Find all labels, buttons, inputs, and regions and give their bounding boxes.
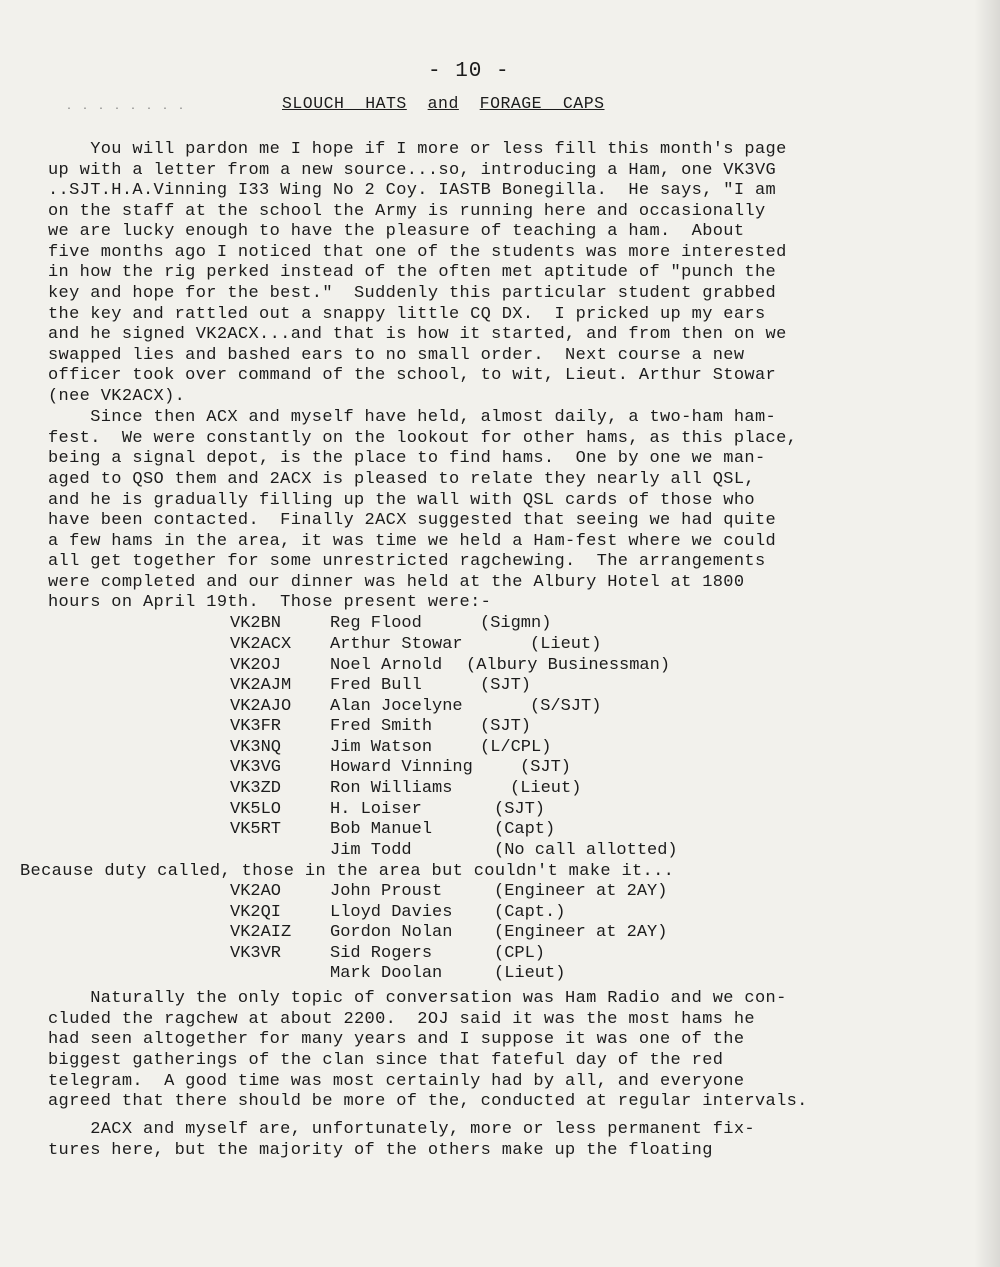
- present-call: VK2ACX: [230, 635, 292, 654]
- absent-call: VK2AIZ: [230, 923, 292, 942]
- para3-line: biggest gatherings of the clan since that fateful day of the red: [48, 1051, 724, 1070]
- present-call: VK2BN: [230, 614, 282, 633]
- para1-line: we are lucky enough to have the pleasure of teaching a ham. About: [48, 222, 745, 241]
- present-note: (Lieut): [510, 779, 582, 798]
- para2-line: being a signal depot, is the place to find hams. One by one we man-: [48, 449, 766, 468]
- page-number: - 10 -: [428, 60, 510, 83]
- present-note: (SJT): [480, 676, 532, 695]
- absent-note: (Lieut): [494, 964, 566, 983]
- present-name: Reg Flood: [330, 614, 422, 633]
- para2-line: hours on April 19th. Those present were:-: [48, 593, 492, 612]
- para2-line: fest. We were constantly on the lookout for other hams, as this place,: [48, 429, 798, 448]
- faint-dotted-mark: . . . . . . . .: [66, 102, 187, 113]
- absent-name: Lloyd Davies: [330, 903, 453, 922]
- absent-name: Sid Rogers: [330, 944, 433, 963]
- article-title: [282, 94, 605, 113]
- present-call: VK2AJO: [230, 697, 292, 716]
- para1-line: officer took over command of the school, to wit, Lieut. Arthur Stowar: [48, 366, 777, 385]
- present-note: (Lieut): [530, 635, 602, 654]
- present-name: Ron Williams: [330, 779, 453, 798]
- present-call: VK5LO: [230, 800, 282, 819]
- para1-line: swapped lies and bashed ears to no small order. Next course a new: [48, 346, 745, 365]
- present-name: Fred Smith: [330, 717, 433, 736]
- para1-line: You will pardon me I hope if I more or less fill this month's page: [48, 140, 787, 159]
- absent-call: VK2AO: [230, 882, 282, 901]
- para3-line: agreed that there should be more of the, conducted at regular intervals.: [48, 1092, 808, 1111]
- present-call: VK3FR: [230, 717, 282, 736]
- present-call: VK5RT: [230, 820, 282, 839]
- para1-line: the key and rattled out a snappy little CQ DX. I pricked up my ears: [48, 305, 766, 324]
- present-name: H. Loiser: [330, 800, 422, 819]
- para2-line: have been contacted. Finally 2ACX suggested that seeing we had quite: [48, 511, 777, 530]
- absent-name: Gordon Nolan: [330, 923, 453, 942]
- para3-line: telegram. A good time was most certainly had by all, and everyone: [48, 1072, 745, 1091]
- para1-line: in how the rig perked instead of the often met aptitude of "punch the: [48, 263, 777, 282]
- present-call: VK3VG: [230, 758, 282, 777]
- para1-line: up with a letter from a new source...so, introducing a Ham, one VK3VG: [48, 161, 777, 180]
- present-note: (SJT): [494, 800, 546, 819]
- absent-intro: Because duty called, those in the area but couldn't make it...: [20, 862, 675, 881]
- absent-note: (Engineer at 2AY): [494, 923, 668, 942]
- present-note: (Capt): [494, 820, 556, 839]
- para3-line: had seen altogether for many years and I suppose it was one of the: [48, 1030, 745, 1049]
- title-part-2: and: [427, 94, 459, 113]
- para1-line: ..SJT.H.A.Vinning I33 Wing No 2 Coy. IASTB Bonegilla. He says, "I am: [48, 181, 777, 200]
- present-note: (Sigmn): [480, 614, 552, 633]
- present-name: Arthur Stowar: [330, 635, 463, 654]
- present-name: Bob Manuel: [330, 820, 433, 839]
- absent-note: (CPL): [494, 944, 546, 963]
- para4-line: tures here, but the majority of the others make up the floating: [48, 1141, 713, 1160]
- para2-line: a few hams in the area, it was time we held a Ham-fest where we could: [48, 532, 777, 551]
- present-note: (No call allotted): [494, 841, 678, 860]
- absent-name: John Proust: [330, 882, 443, 901]
- present-name: Noel Arnold: [330, 656, 443, 675]
- para1-line: five months ago I noticed that one of the students was more interested: [48, 243, 787, 262]
- present-name: Fred Bull: [330, 676, 422, 695]
- para1-line: and he signed VK2ACX...and that is how it started, and from then on we: [48, 325, 787, 344]
- para4-line: 2ACX and myself are, unfortunately, more or less permanent fix-: [48, 1120, 755, 1139]
- para2-line: aged to QSO them and 2ACX is pleased to relate they nearly all QSL,: [48, 470, 755, 489]
- present-call: VK2AJM: [230, 676, 292, 695]
- present-name: Jim Todd: [330, 841, 412, 860]
- absent-call: VK2QI: [230, 903, 282, 922]
- para1-line: on the staff at the school the Army is running here and occasionally: [48, 202, 766, 221]
- para3-line: Naturally the only topic of conversation was Ham Radio and we con-: [48, 989, 787, 1008]
- para2-line: all get together for some unrestricted ragchewing. The arrangements: [48, 552, 766, 571]
- para1-line: (nee VK2ACX).: [48, 387, 186, 406]
- para3-line: cluded the ragchew at about 2200. 2OJ said it was the most hams he: [48, 1010, 755, 1029]
- present-name: Alan Jocelyne: [330, 697, 463, 716]
- present-note: (SJT): [520, 758, 572, 777]
- present-note: (S/SJT): [530, 697, 602, 716]
- title-part-3: FORAGE CAPS: [479, 94, 605, 113]
- title-part-1: SLOUCH HATS: [282, 94, 407, 113]
- para2-line: and he is gradually filling up the wall with QSL cards of those who: [48, 491, 755, 510]
- para2-line: Since then ACX and myself have held, almost daily, a two-ham ham-: [48, 408, 777, 427]
- page-edge-shadow: [974, 0, 1000, 1267]
- present-call: VK3ZD: [230, 779, 282, 798]
- present-name: Jim Watson: [330, 738, 433, 757]
- present-note: (SJT): [480, 717, 532, 736]
- present-name: Howard Vinning: [330, 758, 473, 777]
- present-call: VK2OJ: [230, 656, 282, 675]
- absent-name: Mark Doolan: [330, 964, 443, 983]
- para2-line: were completed and our dinner was held at the Albury Hotel at 1800: [48, 573, 745, 592]
- present-note: (Albury Businessman): [466, 656, 671, 675]
- present-note: (L/CPL): [480, 738, 552, 757]
- absent-note: (Engineer at 2AY): [494, 882, 668, 901]
- absent-note: (Capt.): [494, 903, 566, 922]
- para1-line: key and hope for the best." Suddenly this particular student grabbed: [48, 284, 777, 303]
- present-call: VK3NQ: [230, 738, 282, 757]
- absent-call: VK3VR: [230, 944, 282, 963]
